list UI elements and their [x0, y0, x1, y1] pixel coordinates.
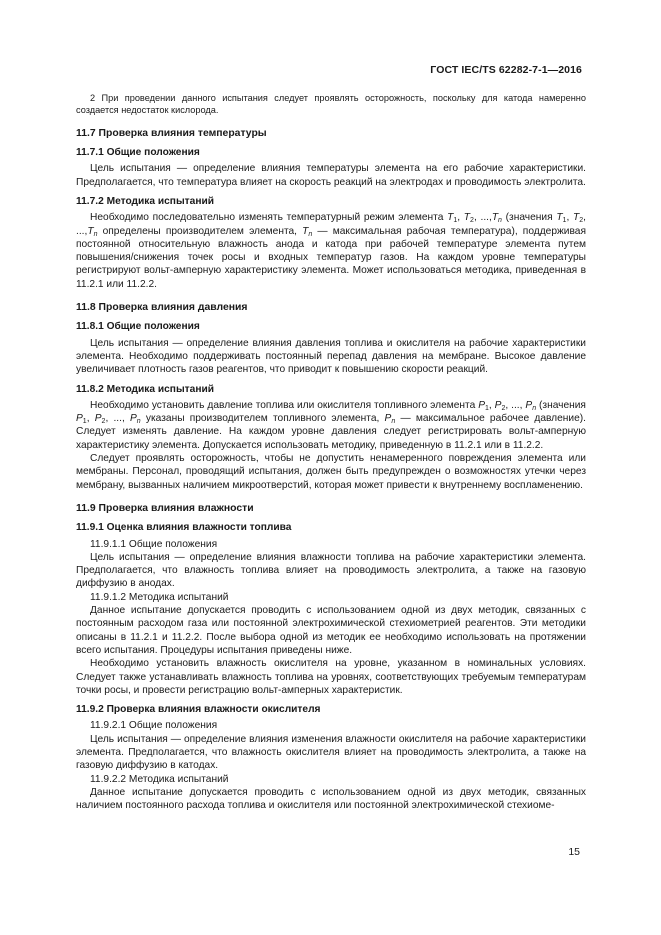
page-number: 15 — [568, 846, 580, 858]
section-11-7-2-text: Необходимо последовательно изменять температурный режим элемента $T_1$, $T_2$, $...,T_n$ (значения $T_1$, $T_2$, $...,T_n$ определены производителем элемента, $T_n$ — максимальная рабочая температура), поддерживая постоянной относительную влажность анода и катода при рабочей температуре элемента путем повышения/снижения точек росы и входных температур газов. На каждом уровне температуры регистрируют вольт-амперную характеристику элемента. Может использоваться методика, приведенная в 11.2.1 или 11.2.2. — [76, 212, 586, 290]
section-11-9-title: 11.9 Проверка влияния влажности — [76, 502, 254, 514]
section-11-9-1-2-text-a: Данное испытание допускается проводить с использованием одной из двух методик, связанных с постоянным расходом газа или постоянной электрохимической стехиометрией реагентов. Эти методики описаны в 11.2.1 и 11.2.2. После выбора одной из методик ее необходимо использовать на протяжении всего испытания. Процедуры испытания приведены ниже. — [76, 605, 586, 656]
document-body — [76, 92, 586, 812]
section-11-9-2-2-title: 11.9.2.2 Методика испытаний — [90, 773, 229, 785]
section-11-9-2-1-text: Цель испытания — определение влияния изменения влажности окислителя на рабочие характеристики элемента. Предполагается, что влажность окислителя влияет на проводимость электролита, а также на газовую диффузию в катодах. — [76, 733, 586, 772]
section-11-7-2-title: 11.7.2 Методика испытаний — [76, 196, 214, 207]
section-11-9-1-title: 11.9.1 Оценка влияния влажности топлива — [76, 522, 292, 534]
document-header: ГОСТ IEC/TS 62282-7-1—2016 — [430, 64, 582, 76]
section-11-9-2-1-title: 11.9.2.1 Общие положения — [90, 720, 218, 732]
section-11-9-1-2-title: 11.9.1.2 Методика испытаний — [90, 591, 229, 603]
section-11-8-1-title: 11.8.1 Общие положения — [76, 321, 200, 333]
section-11-9-1-1-text: Цель испытания — определение влияния влажности топлива на рабочие характеристики элемента. Предполагается, что влажность топлива влияет на проводимость электролита, а также на газовую диффузию в анодах. — [76, 551, 586, 590]
section-11-9-1-1-title: 11.9.1.1 Общие положения — [90, 538, 218, 550]
section-11-8-title: 11.8 Проверка влияния давления — [76, 302, 248, 314]
section-11-9-2-2-text: Данное испытание допускается проводить с использованием одной из двух методик, связанных наличием постоянного расхода топлива и окислителя или постоянной электрохимической стехиоме- — [76, 786, 586, 812]
section-11-8-2-title: 11.8.2 Методика испытаний — [76, 383, 214, 395]
section-11-7-1-title: 11.7.1 Общие положения — [76, 147, 200, 159]
section-11-8-1-text: Цель испытания — определение влияния давления топлива и окислителя на рабочие характеристики элемента. Необходимо поддерживать постоянный перепад давления на мембране. Высокое давление увеличивает плотность газов реагентов, что приводит к повышению скорости реакций. — [76, 337, 586, 376]
section-11-8-2-text-caution: Следует проявлять осторожность, чтобы не допустить ненамеренного повреждения элемента или мембраны. Персонал, проводящий испытания, должен быть предупрежден о возможностях утечки через мембрану, вызванных наличием микроотверстий, которая может привести к внутреннему воспламенению. — [76, 453, 586, 491]
section-11-8-2-text: Необходимо установить давление топлива или окислителя топливного элемента $P_1$, $P_2$, ..., $P_n$ (значения $P_1$, $P_2$, ..., $P_n$ указаны производителем топливного элемента, $P_n$ — максимальное рабочее давление). Следует изменять давление. На каждом уровне давления следует регистрировать вольт-амперную характеристику элемента. Допускается использовать методику, приведенную в 11.2.1 или в 11.2.2. — [76, 399, 586, 451]
section-11-9-1-2-text-b: Необходимо установить влажность окислителя на уровне, указанном в номинальных условиях. Следует также устанавливать влажность топлива на уровнях, соответствующих требуемым температурам точки росы, и провести регистрацию вольт-амперных характеристик. — [76, 658, 586, 696]
section-11-9-2-title: 11.9.2 Проверка влияния влажности окислителя — [76, 704, 321, 716]
section-11-7-1-text: Цель испытания — определение влияния температуры элемента на его рабочие характеристики. Предполагается, что температура влияет на скорость реакций на электродах и проводимость электролита. — [76, 163, 586, 188]
note-2: 2 При проведении данного испытания следует проявлять осторожность, поскольку для катода намеренно создается недостаток кислорода. — [76, 93, 586, 116]
section-11-7-title: 11.7 Проверка влияния температуры — [76, 127, 267, 139]
